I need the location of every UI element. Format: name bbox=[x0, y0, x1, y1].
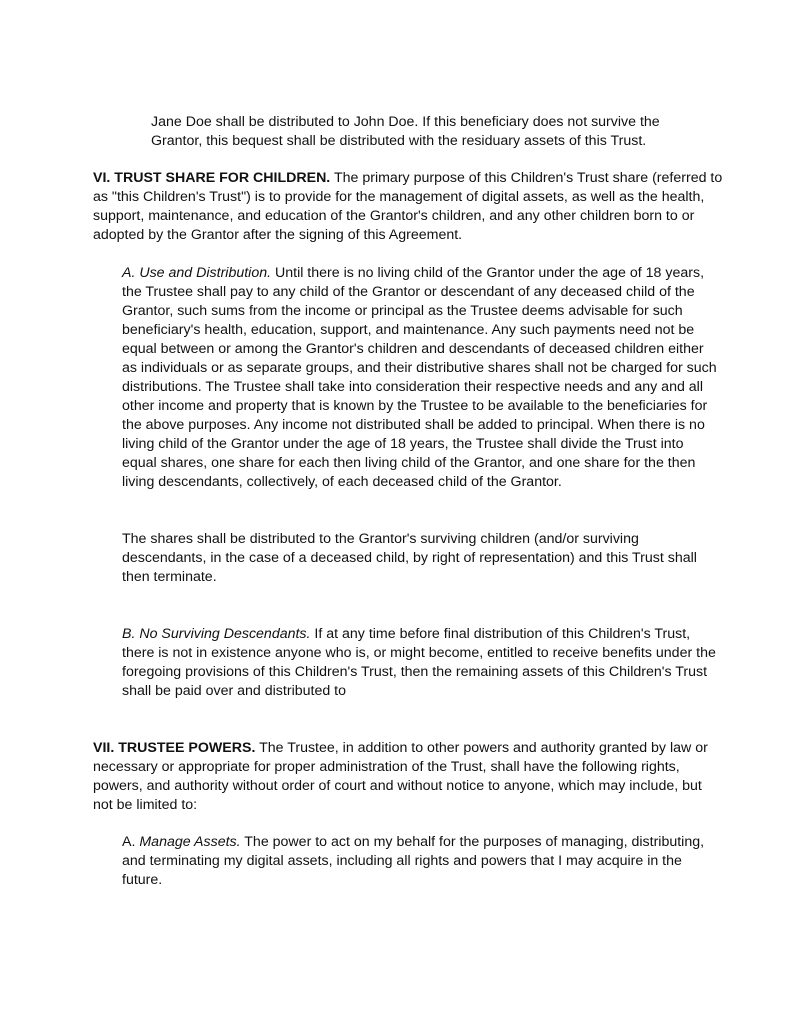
section-vii-subsection-a-prefix: A. bbox=[122, 834, 140, 850]
section-vii-body: The Trustee, in addition to other powers and authority granted by law or necessary or appropriate for proper administration of the Trust, shall have the following rights, powers, and authority without order of court and without notice to anyone, which may include, but not be limited to: bbox=[93, 740, 708, 813]
jane-doe-paragraph: Jane Doe shall be distributed to John Doe. If this beneficiary does not survive the Grantor, this bequest shall be distributed with the residuary assets of this Trust. bbox=[151, 114, 660, 149]
subsection-a-title: A. Use and Distribution. bbox=[122, 265, 272, 281]
subsection-b-paragraph bbox=[122, 625, 722, 701]
section-vii-paragraph bbox=[93, 739, 723, 815]
section-vi-body: The primary purpose of this Children's Trust share (referred to as "this Children's Trust") is to provide for the management of digital assets, as well as the health, support, maintenance, and education of the Grantor's children, and any other children born to or adopted by the Grantor after the signing of this Agreement. bbox=[93, 170, 723, 243]
section-vii-subsection-a-paragraph bbox=[122, 833, 722, 890]
section-vi-paragraph bbox=[93, 169, 723, 245]
subsection-b-title: B. No Surviving Descendants. bbox=[122, 626, 311, 642]
subsection-a-paragraph bbox=[122, 264, 722, 492]
subsection-b-body: If at any time before final distribution of this Children's Trust, there is not in existence anyone who is, or might become, entitled to receive benefits under the foregoing provisions of this Children's Trust, then the remaining assets of this Children's Trust shall be paid over and distributed to bbox=[122, 626, 716, 699]
section-vii-heading: VII. TRUSTEE POWERS. bbox=[93, 740, 256, 756]
shares-paragraph: The shares shall be distributed to the Grantor's surviving children (and/or surviving descendants, in the case of a deceased child, by right of representation) and this Trust shall then terminate. bbox=[122, 531, 697, 585]
section-vii-subsection-a-title: Manage Assets. bbox=[139, 834, 241, 850]
section-vii-subsection-a-body: The power to act on my behalf for the purposes of managing, distributing, and terminating my digital assets, including all rights and powers that I may acquire in the future. bbox=[122, 834, 705, 888]
subsection-a-body: Until there is no living child of the Grantor under the age of 18 years, the Trustee shall pay to any child of the Grantor or descendant of any deceased child of the Grantor, such sums from the income or principal as the Trustee deems advisable for such beneficiary's health, education, support, and maintenance. Any such payments need not be equal between or among the Grantor's children and descendants of deceased children either as individuals or as separate groups, and their distributive shares shall not be charged for such distributions. The Trustee shall take into consideration their respective needs and any and all other income and property that is known by the Trustee to be available to the beneficiaries for the above purposes. Any income not distributed shall be added to principal. When there is no living child of the Grantor under the age of 18 years, the Trustee shall divide the Trust into equal shares, one share for each then living child of the Grantor, and one share for the then living descendants, collectively, of each deceased child of the Grantor. bbox=[122, 265, 717, 490]
section-vi-heading: VI. TRUST SHARE FOR CHILDREN. bbox=[93, 170, 331, 186]
